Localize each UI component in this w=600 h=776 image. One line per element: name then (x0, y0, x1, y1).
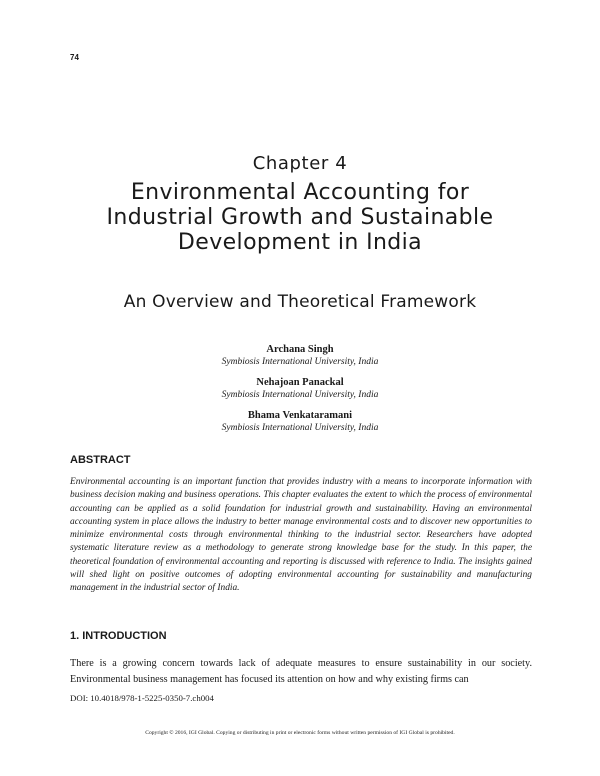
abstract-heading: ABSTRACT (70, 454, 131, 466)
author-affiliation: Symbiosis International University, India (221, 357, 379, 367)
chapter-title: Environmental Accounting for Industrial Growth and Sustainable Development in India (106, 180, 494, 255)
chapter-subtitle: An Overview and Theoretical Framework (123, 292, 477, 312)
author-name: Archana Singh (266, 344, 334, 355)
author-affiliation: Symbiosis International University, India (221, 390, 379, 400)
introduction-heading: 1. INTRODUCTION (70, 630, 167, 642)
author-block (150, 409, 450, 434)
page-number: 74 (70, 53, 79, 62)
author-affiliation: Symbiosis International University, India (221, 423, 379, 433)
doi-line: DOI: 10.4018/978-1-5225-0350-7.ch004 (70, 693, 214, 703)
author-name: Bhama Venkataramani (247, 410, 353, 421)
copyright-notice: Copyright © 2016, IGI Global. Copying or distributing in print or electronic forms without written permission of IGI Global is prohibited. (145, 730, 455, 736)
abstract-text: Environmental accounting is an important function that provides industry with a means to incorporate information with business decision making and business operations. This chapter evaluates the extent to which the process of environmental accounting can be applied as a solid foundation for industrial growth and sustainability. Having an environmental accounting system in place allows the industry to better manage environmental costs and to discover new opportunities to minimize environmental costs through environmental thinking to the industrial sector. Researchers have adopted systematic literature review as a methodology to generate strong knowledge base for the study. In this paper, the theoretical foundation of environmental accounting and reporting is discussed with reference to India. The insights gained will shed light on positive outcomes of adopting environmental accounting for sustainability and manufacturing management in the industrial sector of India. (70, 477, 532, 594)
author-block (150, 376, 450, 401)
introduction-text: There is a growing concern towards lack of adequate measures to ensure sustainability in our society. Environmental business management has focused its attention on how and why existing firms can (70, 658, 532, 685)
author-block (150, 343, 450, 368)
chapter-label: Chapter 4 (252, 153, 348, 174)
author-name: Nehajoan Panackal (256, 377, 344, 388)
